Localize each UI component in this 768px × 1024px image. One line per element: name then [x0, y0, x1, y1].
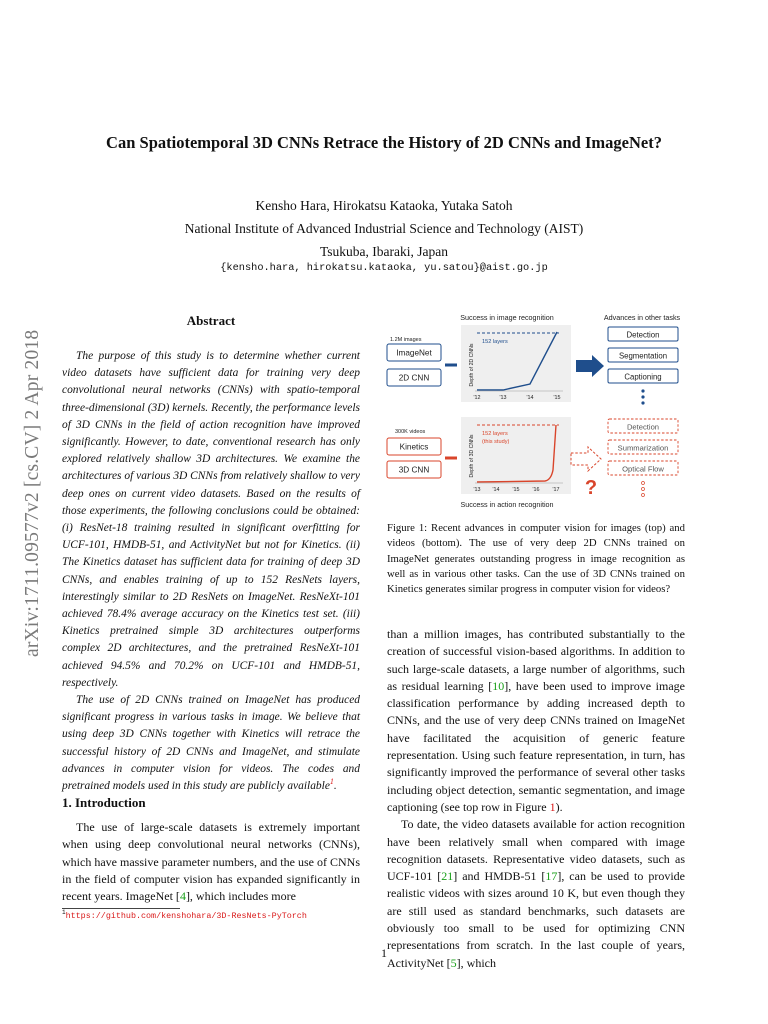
future-dot	[642, 488, 645, 491]
more-dot	[641, 389, 644, 392]
video-layers-label: 152 layers	[482, 431, 508, 437]
image-tick: '14	[526, 395, 534, 401]
future-dot	[642, 494, 645, 497]
intro-text-b: ], which includes more	[185, 889, 296, 904]
introduction-body	[62, 819, 360, 905]
abstract-paragraph-1: The purpose of this study is to determine whether current video datasets have sufficient data for training very deep convolutional neural networks (CNNs) with spatio-temporal three-dimensional (3D) kernels. Recently, the performance levels of 3D CNNs in the field of action recognition have improved significantly. However, to date, conventional research has only explored relatively shallow 3D architectures. We examine the architectures of various 3D CNNs from relatively shallow to very deep ones on current video datasets. Based on the results of those experiments, the following conclusions could be obtained: (i) ResNet-18 training resulted in significant overfitting for UCF-101, HMDB-51, and ActivityNet but not for Kinetics. (ii) The Kinetics dataset has sufficient data for training of deep 3D CNNs, and enables training of up to 152 ResNets layers, interestingly similar to 2D ResNets on ImageNet. ResNeXt-101 achieved 78.4% average accuracy on the Kinetics test set. (iii) Kinetics pretrained simple 3D architectures outperforms complex 2D architectures, and the pretrained ResNeXt-101 achieved 94.5% and 70.2% on UCF-101 and HMDB-51, respectively.	[62, 350, 360, 689]
video-tick: '17	[552, 487, 560, 493]
more-dot	[641, 395, 644, 398]
image-tick: '15	[553, 395, 561, 401]
abstract-paragraph-2-text: The use of 2D CNNs trained on ImageNet has produced significant progress in various tasks in image. We believe that using deep 3D CNNs together with Kinetics will retrace the successful history of 2D CNNs and ImageNet, and stimulate advances in computer vision for videos. The codes and pretrained models used in this study are publicly available	[62, 694, 360, 793]
task-label: Detection	[626, 330, 660, 340]
video-tick: '15	[512, 487, 520, 493]
text: To date, the video datasets available for action recognition have been relatively small when compared with image recognition datasets. Representative video datasets, such as UCF-101 [	[387, 817, 685, 884]
citation-link[interactable]: 10	[492, 678, 505, 693]
right-column-body	[387, 626, 685, 972]
text: ] and HMDB-51 [	[453, 869, 546, 884]
3d-cnn-label: 3D CNN	[398, 465, 430, 475]
intro-paragraph-1	[62, 819, 360, 905]
future-dot	[642, 482, 645, 485]
image-count-label: 1.2M images	[390, 337, 422, 343]
question-mark-icon: ?	[584, 477, 598, 499]
figure-right-title: Advances in other tasks	[603, 313, 681, 322]
figure-ref-link[interactable]: 1	[549, 799, 556, 814]
footnote-marker-link[interactable]: 1	[329, 777, 334, 787]
image-plot-ylabel: Depth of 2D CNNs	[469, 343, 475, 387]
author-email: {kensho.hara, hirokatsu.kataoka, yu.satou}@aist.go.jp	[220, 262, 548, 274]
future-task-label: Summarization	[617, 443, 669, 453]
location: Tsukuba, Ibaraki, Japan	[319, 244, 448, 259]
future-task-label: Optical Flow	[622, 464, 664, 474]
citation-link[interactable]: 21	[441, 869, 454, 884]
caption-prefix: Figure 1:	[387, 522, 428, 534]
video-count-label: 300K videos	[395, 429, 426, 435]
figure-top-title: Success in image recognition	[460, 313, 554, 322]
page-number: 1	[381, 946, 387, 960]
text: ).	[555, 799, 563, 814]
image-tick: '13	[499, 395, 507, 401]
text: ], which	[456, 955, 496, 970]
video-tick: '13	[473, 487, 481, 493]
task-label: Captioning	[624, 372, 662, 382]
video-plot-ylabel: Depth of 3D CNNs	[469, 434, 475, 478]
paper-title: Can Spatiotemporal 3D CNNs Retrace the History of 2D CNNs and ImageNet?	[106, 133, 662, 152]
affiliation: National Institute of Advanced Industrial Science and Technology (AIST)	[184, 221, 584, 236]
abstract-heading: Abstract	[186, 313, 236, 328]
author-block	[0, 194, 768, 263]
text: than a million images, has contributed substantially to the creation of successful vision-based algorithms. In addition to such large-scale datasets, a large number of algorithms, such as residual learning [	[387, 627, 685, 693]
video-note-label: (this study)	[482, 439, 510, 445]
video-tick: '14	[492, 487, 500, 493]
citation-link[interactable]: 4	[179, 889, 186, 904]
abstract-body	[62, 348, 360, 795]
citation-link[interactable]: 17	[545, 869, 558, 884]
image-arrow-icon	[576, 355, 604, 377]
text: ], have been used to improve image classification performance by adding increased depth to CNNs, and the use of very deep CNNs trained on ImageNet have facilitated the acquisition of generic feature representation. Using such feature representation, in turn, has significantly improved the performance of several other tasks including object detection, semantic segmentation, and image captioning (see top row in Figure	[387, 678, 685, 814]
2d-cnn-label: 2D CNN	[398, 373, 430, 383]
more-dot	[641, 401, 644, 404]
abstract-paragraph-2	[62, 692, 360, 795]
video-tick: '16	[532, 487, 540, 493]
video-arrow-icon	[571, 447, 601, 471]
image-tick: '12	[473, 395, 481, 401]
future-task-label: Detection	[626, 422, 660, 432]
intro-text-a: The use of large-scale datasets is extremely important when using deep convolutional neural networks (CNNs), which have massive parameter numbers, and the use of CNNs in the field of computer vision has expanded significantly in recent years. ImageNet [	[62, 820, 360, 904]
task-label: Segmentation	[618, 351, 668, 361]
figure-bottom-title: Success in action recognition	[460, 500, 554, 509]
text: ], can be used to provide realistic videos with sizes around 10 K, but even though they are still used as standard benchmarks, such datasets are obviously too small to be used for optimizing CNN representations from scratch. In the last couple of years, ActivityNet [	[387, 869, 685, 970]
footnote-url-link[interactable]: https://github.com/kenshohara/3D-ResNets-PyTorch	[65, 910, 307, 921]
authors: Kensho Hara, Hirokatsu Kataoka, Yutaka Satoh	[255, 198, 513, 213]
footnote	[62, 909, 307, 921]
right-paragraph-1	[387, 626, 685, 816]
figure-1	[385, 310, 690, 515]
citation-link[interactable]: 5	[450, 955, 457, 970]
introduction-heading: 1. Introduction	[62, 795, 146, 810]
figure-caption	[387, 521, 685, 597]
imagenet-label: ImageNet	[396, 348, 432, 358]
footnote-mark: 1	[62, 909, 66, 916]
image-layers-label: 152 layers	[482, 339, 508, 345]
abstract-end-period: .	[333, 780, 337, 793]
kinetics-label: Kinetics	[399, 442, 429, 452]
arxiv-stamp: arXiv:1711.09577v2 [cs.CV] 2 Apr 2018	[22, 329, 43, 657]
caption-text: Recent advances in computer vision for images (top) and videos (bottom). The use of very deep 2D CNNs trained on ImageNet generates outstanding progress in image recognition as well as in various other tasks. Can the use of 3D CNNs trained on Kinetics generates similar progress in computer vision for videos?	[387, 522, 685, 596]
